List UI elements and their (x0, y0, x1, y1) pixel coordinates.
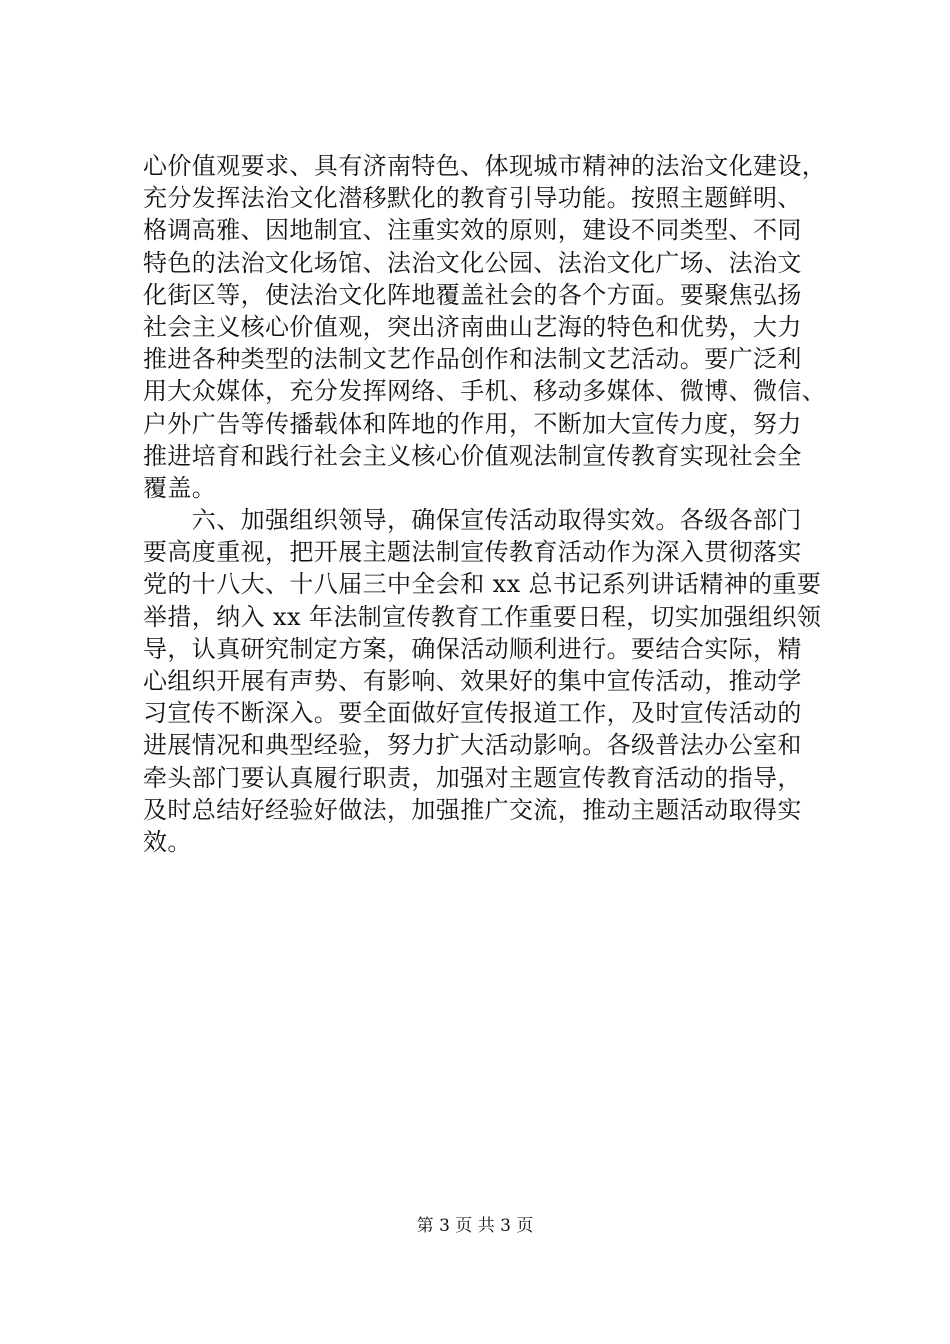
body-text (143, 150, 827, 858)
paragraph-five-continued (143, 150, 827, 504)
text-line: 心价值观要求、具有济南特色、体现城市精神的法治文化建设， (143, 152, 827, 180)
text-line: 充分发挥法治文化潜移默化的教育引导功能。按照主题鲜明、 (143, 184, 802, 213)
text-line: 特色的法治文化场馆、法治文化公园、法治文化广场、法治文 (143, 248, 802, 277)
text-line: 举措，纳入 xx 年法制宣传教育工作重要日程，切实加强组织领 (143, 602, 822, 631)
text-line: 推进各种类型的法制文艺作品创作和法制文艺活动。要广泛利 (143, 345, 802, 374)
page-footer: 第 3 页 共 3 页 (416, 1216, 534, 1236)
text-line: 及时总结好经验好做法，加强推广交流，推动主题活动取得实 (143, 795, 802, 824)
text-line: 推进培育和践行社会主义核心价值观法制宣传教育实现社会全 (143, 441, 802, 470)
text-line: 覆盖。 (143, 473, 217, 502)
text-line: 党的十八大、十八届三中全会和 xx 总书记系列讲话精神的重要 (143, 570, 822, 599)
text-line: 化街区等，使法治文化阵地覆盖社会的各个方面。要聚焦弘扬 (143, 280, 802, 309)
text-line: 习宣传不断深入。要全面做好宣传报道工作，及时宣传活动的 (143, 699, 802, 728)
text-line: 户外广告等传播载体和阵地的作用，不断加大宣传力度，努力 (143, 409, 802, 438)
text-line: 进展情况和典型经验，努力扩大活动影响。各级普法办公室和 (143, 731, 802, 760)
text-line: 社会主义核心价值观，突出济南曲山艺海的特色和优势，大力 (143, 312, 802, 341)
text-line: 格调高雅、因地制宜、注重实效的原则，建设不同类型、不同 (143, 216, 802, 245)
text-line: 导，认真研究制定方案，确保活动顺利进行。要结合实际，精 (143, 634, 802, 663)
text-line: 用大众媒体，充分发挥网络、手机、移动多媒体、微博、微信、 (143, 377, 827, 406)
text-line: 要高度重视，把开展主题法制宣传教育活动作为深入贯彻落实 (143, 538, 802, 567)
paragraph-six (143, 504, 823, 858)
text-line: 心组织开展有声势、有影响、效果好的集中宣传活动，推动学 (143, 667, 802, 695)
text-line: 牵头部门要认真履行职责，加强对主题宣传教育活动的指导， (143, 763, 802, 792)
text-line: 六、加强组织领导，确保宣传活动取得实效。各级各部门 (143, 506, 802, 535)
text-line: 效。 (143, 827, 192, 856)
